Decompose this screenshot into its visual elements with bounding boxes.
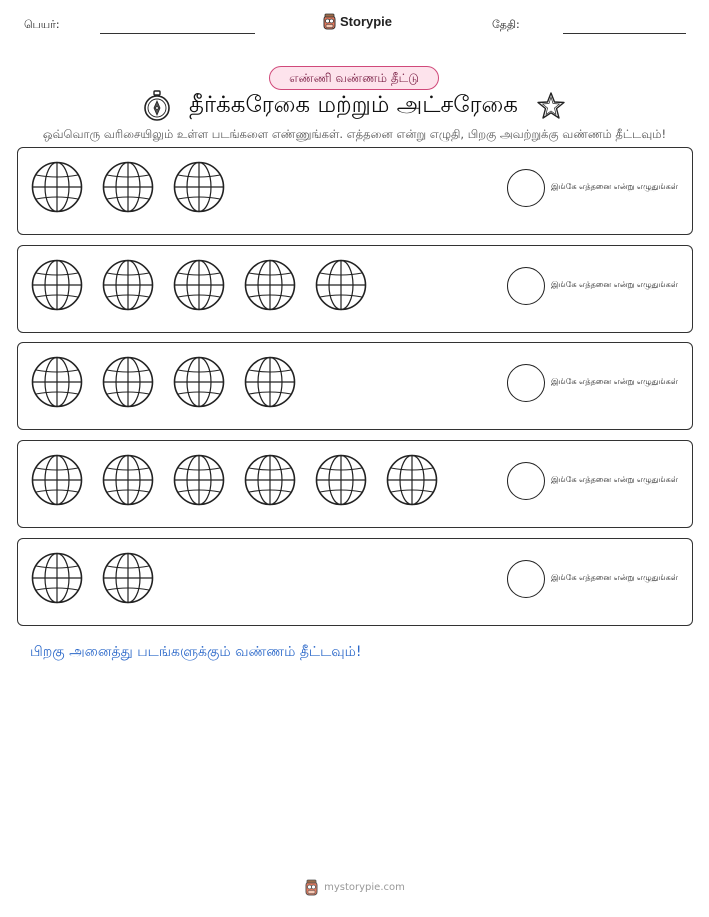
globe-icon (173, 259, 225, 311)
globe-icon (173, 454, 225, 506)
globe-icon (244, 454, 296, 506)
counting-row (17, 538, 693, 626)
answer-circle[interactable] (507, 169, 545, 207)
counting-row (17, 245, 693, 333)
globe-icon (102, 356, 154, 408)
globe-icon (102, 552, 154, 604)
globe-icon (102, 454, 154, 506)
answer-circle[interactable] (507, 267, 545, 305)
globe-group (31, 552, 154, 604)
globe-icon (244, 259, 296, 311)
globe-group (31, 454, 438, 506)
answer-hint: இங்கே எத்தனை என்று எழுதுங்கள் (551, 377, 678, 387)
globe-icon (102, 259, 154, 311)
counting-row (17, 440, 693, 528)
answer-circle[interactable] (507, 364, 545, 402)
answer-circle[interactable] (507, 560, 545, 598)
activity-badge: எண்ணி வண்ணம் தீட்டு (269, 66, 439, 90)
answer-hint: இங்கே எத்தனை என்று எழுதுங்கள் (551, 182, 678, 191)
answer-hint: இங்கே எத்தனை என்று எழுதுங்கள் (551, 572, 678, 582)
date-field[interactable] (563, 33, 686, 34)
storypie-mascot-icon (322, 13, 337, 30)
storypie-mascot-icon (304, 879, 319, 896)
answer-hint: இங்கே எத்தனை என்று எழுதுங்கள் (551, 279, 678, 289)
counting-row (17, 147, 693, 235)
globe-group (31, 259, 367, 311)
date-label: தேதி: (492, 18, 520, 31)
title-row (0, 88, 709, 124)
globe-icon (31, 161, 83, 213)
name-label: பெயர்: (24, 18, 60, 31)
star-icon (536, 91, 566, 121)
globe-icon (31, 259, 83, 311)
brand-logo (322, 13, 392, 30)
answer-hint: இங்கே எத்தனை என்று எழுதுங்கள் (551, 475, 678, 485)
counting-rows (17, 147, 693, 635)
globe-icon (315, 259, 367, 311)
name-field[interactable] (100, 33, 255, 34)
site-url: mystorypie.com (324, 882, 405, 893)
footer-note: பிறகு அனைத்து படங்களுக்கும் வண்ணம் தீட்டவும்! (30, 644, 362, 660)
globe-group (31, 356, 296, 408)
instructions: ஒவ்வொரு வரிசையிலும் உள்ள படங்களை எண்ணுங்கள். எத்தனை என்று எழுதி, பிறகு அவற்றுக்கு வண்ணம் தீட்டவும்! (42, 127, 667, 141)
globe-group (31, 161, 225, 213)
globe-icon (31, 356, 83, 408)
globe-icon (386, 454, 438, 506)
globe-icon (173, 356, 225, 408)
site-footer (0, 879, 709, 896)
brand-name: Storypie (340, 14, 393, 29)
page-title: தீர்க்கரேகை மற்றும் அட்சரேகை (189, 91, 518, 118)
globe-icon (31, 454, 83, 506)
compass-icon (143, 90, 171, 122)
globe-icon (31, 552, 83, 604)
answer-circle[interactable] (507, 462, 545, 500)
globe-icon (244, 356, 296, 408)
globe-icon (315, 454, 367, 506)
globe-icon (102, 161, 154, 213)
globe-icon (173, 161, 225, 213)
counting-row (17, 342, 693, 430)
